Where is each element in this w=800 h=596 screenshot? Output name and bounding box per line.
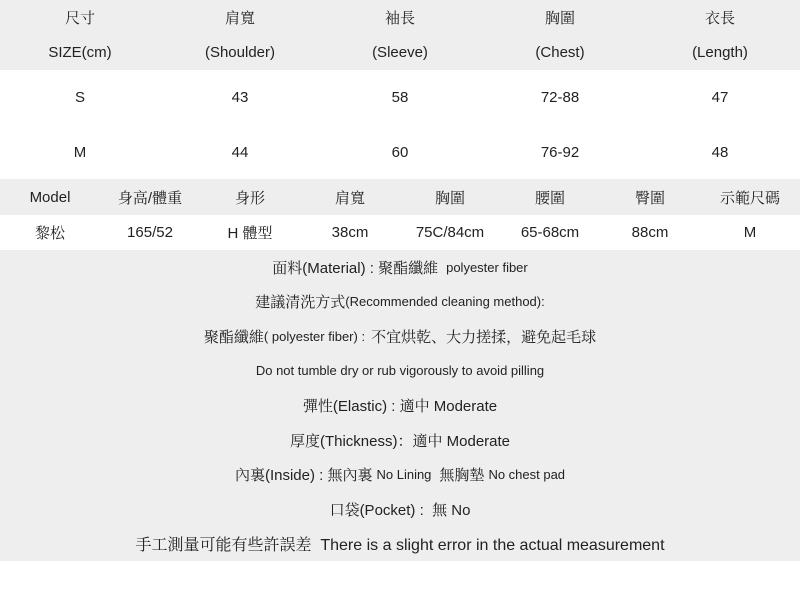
- chest-value: 76-92: [540, 143, 580, 161]
- header-waist: 腰圍: [534, 189, 565, 207]
- model-table: [0, 179, 800, 250]
- header-length-en: (Length): [692, 44, 748, 61]
- cleaning-fabric-zh: 聚酯纖維: [203, 328, 264, 346]
- model-shoulder: 38cm: [331, 224, 369, 241]
- model-row: [0, 215, 800, 250]
- shoulder-value: 43: [231, 89, 249, 106]
- cleaning-title-en: (Recommended cleaning method):: [345, 294, 545, 310]
- chest-value: 72-88: [540, 89, 580, 106]
- size-header-row-zh: [0, 0, 800, 35]
- measurement-note-line: [0, 526, 800, 561]
- measurement-note: 手工測量可能有些許誤差 There is a slight error in the actual measurement: [135, 537, 665, 555]
- header-size-en: SIZE(cm): [48, 44, 112, 61]
- cleaning-instruction-zh-line: [0, 319, 800, 354]
- length-value: 48: [711, 143, 729, 161]
- model-height-weight: 165/52: [127, 224, 173, 241]
- elastic-line: [0, 388, 800, 423]
- header-sleeve-zh: 袖長: [384, 10, 415, 27]
- inside-pad-en: No chest pad: [488, 467, 566, 483]
- inside-pad-zh: 無胸墊: [439, 467, 485, 485]
- material-line: [0, 250, 800, 285]
- header-chest-zh: 胸圍: [544, 10, 575, 27]
- header-size-zh: 尺寸: [64, 10, 95, 27]
- pocket-line: [0, 492, 800, 527]
- cleaning-title-zh: 建議清洗方式: [255, 294, 346, 312]
- sleeve-value: 60: [391, 143, 409, 161]
- cleaning-fabric-en: ( polyester fiber) :: [263, 328, 366, 344]
- header-body-shape: 身形: [234, 189, 265, 207]
- model-size: M: [743, 224, 757, 241]
- inside-lining-en: No Lining: [376, 467, 432, 483]
- size-table: [0, 0, 800, 179]
- header-model: Model: [29, 188, 71, 206]
- sleeve-value: 58: [391, 89, 409, 106]
- header-chest: 胸圍: [434, 189, 465, 207]
- cleaning-instruction-en: Do not tumble dry or rub vigorously to avoid pilling: [255, 363, 545, 379]
- model-chest: 75C/84cm: [415, 224, 485, 241]
- header-height-weight: 身高/體重: [117, 189, 183, 207]
- header-model-size: 示範尺碼: [719, 189, 780, 207]
- cleaning-instruction-zh: 不宜烘乾、大力搓揉，避免起毛球: [371, 328, 597, 346]
- model-body-shape: H 體型: [227, 225, 273, 242]
- size-row-m: [0, 125, 800, 179]
- shoulder-value: 44: [231, 143, 249, 161]
- model-waist: 65-68cm: [520, 224, 580, 241]
- inside-lining-zh: 內裏(Inside) : 無內裏: [234, 467, 373, 485]
- model-header-row: [0, 179, 800, 215]
- header-chest-en: (Chest): [535, 44, 585, 61]
- size-label: S: [74, 89, 85, 106]
- cleaning-instruction-en-line: [0, 354, 800, 389]
- length-value: 47: [711, 89, 729, 106]
- size-row-s: [0, 70, 800, 125]
- header-length-zh: 衣長: [704, 10, 735, 27]
- elastic-text: 彈性(Elastic) : 適中 Moderate: [302, 397, 498, 415]
- inside-line: [0, 457, 800, 492]
- material-en-text: polyester fiber: [446, 259, 528, 275]
- model-hip: 88cm: [631, 224, 669, 241]
- header-shoulder-zh: 肩寬: [224, 10, 255, 27]
- size-header-row-en: [0, 35, 800, 70]
- header-hip: 臀圍: [634, 189, 665, 207]
- size-label: M: [73, 143, 87, 161]
- cleaning-title-line: [0, 285, 800, 320]
- header-sleeve-en: (Sleeve): [372, 44, 428, 61]
- product-details: [0, 250, 800, 561]
- thickness-text: 厚度(Thickness)：適中 Moderate: [289, 432, 511, 450]
- pocket-text: 口袋(Pocket) : 無 No: [329, 501, 471, 519]
- thickness-line: [0, 423, 800, 458]
- header-shoulder-en: (Shoulder): [204, 44, 276, 61]
- model-name: 黎松: [34, 225, 65, 242]
- material-text: 面料(Material) : 聚酯纖維: [272, 259, 439, 277]
- header-shoulder: 肩寬: [334, 189, 365, 207]
